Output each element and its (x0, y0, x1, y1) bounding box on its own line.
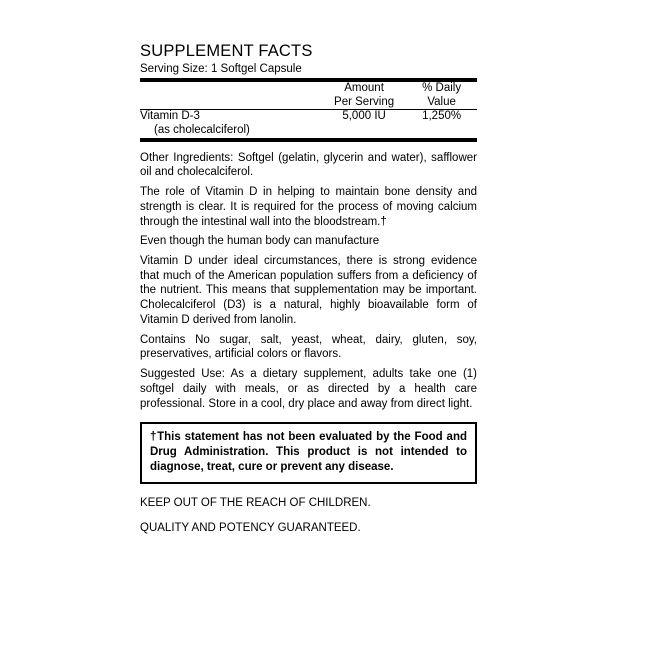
vitamin-d-role-text: The role of Vitamin D in helping to maintain bone density and strength is clear. It is required for the process of moving calcium through the intestinal wall into the bloodstream.† (140, 186, 477, 228)
nutrition-table (140, 82, 477, 109)
header-dv-line2: Value (427, 95, 456, 108)
suggested-use-text: Suggested Use: As a dietary supplement, adults take one (1) softgel daily with meals, or as directed by a health care professional. Store in a cool, dry place and away from direct light. (140, 368, 477, 410)
nutrient-subname: (as cholecalciferol) (154, 123, 250, 136)
supplement-facts-panel (140, 42, 477, 534)
nutrient-rows (140, 110, 477, 138)
header-amount-line1: Amount (344, 82, 384, 94)
header-daily-value (406, 82, 477, 109)
other-ingredients-text: Other Ingredients: Softgel (gelatin, glycerin and water), safflower oil and cholecalciferol. (140, 151, 477, 179)
table-row-sub (140, 124, 477, 138)
header-amount-line2: Per Serving (334, 95, 395, 108)
nutrient-name: Vitamin D-3 (140, 110, 200, 123)
fda-disclaimer: †This statement has not been evaluated by the Food and Drug Administration. This product is not intended to diagnose, treat, cure or prevent any disease. (140, 422, 477, 484)
deficiency-text: Vitamin D under ideal circumstances, there is strong evidence that much of the American population suffers from a deficiency of the nutrient. This means that supplementation may be important. Cholecalciferol (D3) is a natural, highly bioavailable form of Vitamin D derived from lanolin. (140, 255, 477, 326)
nutrient-daily-value: 1,250% (422, 110, 462, 123)
nutrient-amount: 5,000 IU (342, 110, 386, 123)
contains-no-text: Contains No sugar, salt, yeast, wheat, dairy, gluten, soy, preservatives, artificial colors or flavors. (140, 333, 477, 361)
table-header-row (140, 82, 477, 109)
serving-size: Serving Size: 1 Softgel Capsule (140, 63, 302, 75)
body-manufacture-text: Even though the human body can manufacture (140, 235, 380, 248)
quality-guarantee-text: QUALITY AND POTENCY GUARANTEED. (140, 522, 361, 535)
keep-out-of-reach-text: KEEP OUT OF THE REACH OF CHILDREN. (140, 497, 371, 510)
page-title: SUPPLEMENT FACTS (140, 42, 313, 60)
nutrient-subamount (322, 124, 406, 138)
header-dv-line1: % Daily (422, 82, 462, 94)
header-blank (140, 82, 322, 109)
header-amount (322, 82, 406, 109)
table-row (140, 110, 477, 124)
spacer (140, 142, 477, 146)
nutrient-subdv (406, 124, 477, 138)
